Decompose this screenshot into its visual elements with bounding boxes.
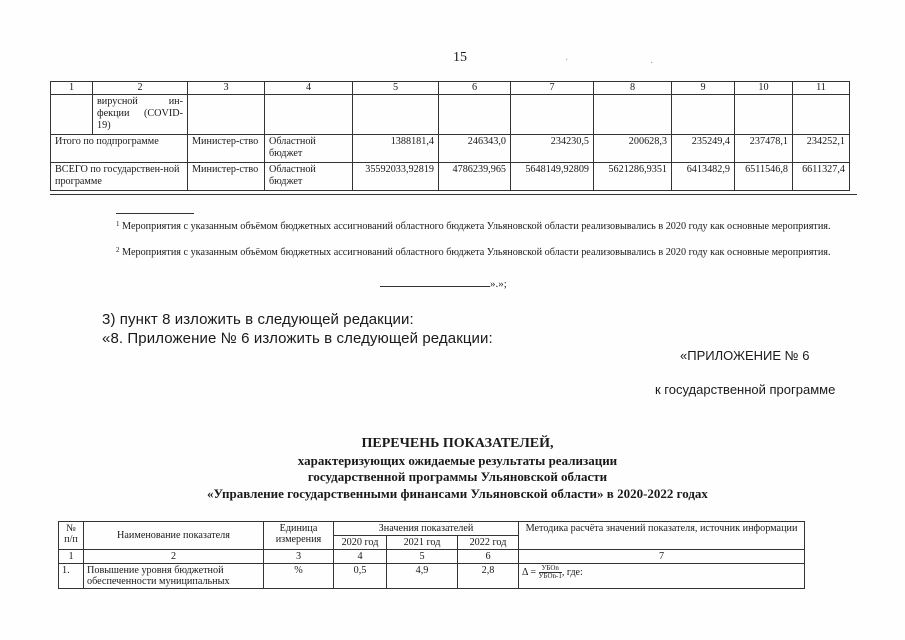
- table-cell: [353, 95, 439, 135]
- table-header-row: [59, 522, 805, 536]
- header-cell: Значения показателей: [334, 522, 519, 536]
- table-cell: 5648149,92809: [511, 163, 594, 191]
- table-cell: [793, 95, 850, 135]
- header-cell: 2020 год: [334, 536, 387, 550]
- table-row: [51, 135, 850, 163]
- footnote-mark: 1: [116, 220, 120, 228]
- header-cell: Наименование показателя: [84, 522, 264, 550]
- table-cell: 4,9: [387, 564, 458, 589]
- table-cell: Министер-ство: [188, 163, 265, 191]
- table-cell: 200628,3: [594, 135, 672, 163]
- formula-denominator: УБОn-1: [538, 572, 562, 580]
- table-cell: 2,8: [458, 564, 519, 589]
- table-row: [59, 564, 805, 589]
- header-cell: 1: [59, 550, 84, 564]
- header-cell: 10: [735, 82, 793, 95]
- table-cell: [188, 95, 265, 135]
- table-cell: Областной бюджет: [265, 135, 353, 163]
- footnote-separator: [116, 213, 194, 214]
- header-cell: 5: [387, 550, 458, 564]
- table-cell: [511, 95, 594, 135]
- scan-speck: ·: [650, 58, 654, 69]
- header-cell: 6: [458, 550, 519, 564]
- header-cell: 3: [188, 82, 265, 95]
- table-cell: [51, 95, 93, 135]
- table-cell: 237478,1: [735, 135, 793, 163]
- table-row: [51, 163, 850, 191]
- header-cell: 2022 год: [458, 536, 519, 550]
- table-cell: Областной бюджет: [265, 163, 353, 191]
- header-cell: 3: [264, 550, 334, 564]
- table-cell: 1388181,4: [353, 135, 439, 163]
- document-subtitle: характеризующих ожидаемые результаты реализации: [297, 453, 618, 468]
- header-cell: 5: [353, 82, 439, 95]
- formula-fraction: [539, 565, 562, 580]
- closing-quote: [380, 277, 507, 290]
- page-number: 15: [453, 50, 467, 65]
- table-cell: 6413482,9: [672, 163, 735, 191]
- header-cell: 9: [672, 82, 735, 95]
- table-cell: 234230,5: [511, 135, 594, 163]
- header-cell: 7: [511, 82, 594, 95]
- table-row: [51, 95, 850, 135]
- column-number-row: [59, 550, 805, 564]
- footnote-text: Мероприятия с указанным объёмом бюджетных ассигнований областного бюджета Ульяновской области реализовывались в 2020 году как основные мероприятия.: [122, 247, 831, 258]
- formula-cell: [519, 564, 805, 589]
- indicators-table: [58, 521, 805, 589]
- table-cell: Повышение уровня бюджетной обеспеченности муниципальных: [84, 564, 264, 589]
- paragraph-item-3: 3) пункт 8 изложить в следующей редакции:: [102, 311, 414, 328]
- paragraph-item-8: «8. Приложение № 6 изложить в следующей редакции:: [102, 330, 493, 347]
- table-cell: %: [264, 564, 334, 589]
- footnote-mark: 2: [116, 246, 120, 254]
- table-cell: 6511546,8: [735, 163, 793, 191]
- scan-speck: ·: [565, 55, 569, 66]
- formula-tail: , где:: [561, 566, 583, 578]
- header-cell: 8: [594, 82, 672, 95]
- table-cell: 246343,0: [439, 135, 511, 163]
- header-cell: № п/п: [59, 522, 84, 550]
- footnote-2: [60, 246, 855, 259]
- table-cell: 5621286,9351: [594, 163, 672, 191]
- appendix-label: «ПРИЛОЖЕНИЕ № 6: [680, 348, 810, 363]
- closing-quote-text: ».»;: [490, 278, 507, 290]
- budget-table: [50, 81, 850, 191]
- table-cell: 35592033,92819: [353, 163, 439, 191]
- footnote-1: [60, 220, 855, 233]
- table-cell: 234252,1: [793, 135, 850, 163]
- header-cell: 4: [265, 82, 353, 95]
- header-cell: Методика расчёта значений показателя, источник информации: [519, 522, 805, 550]
- table-cell: [735, 95, 793, 135]
- table-cell: 6611327,4: [793, 163, 850, 191]
- formula-numerator: УБОn: [539, 565, 562, 573]
- table-end-rule: [50, 194, 857, 195]
- appendix-subtitle: к государственной программе: [655, 382, 836, 397]
- header-cell: 7: [519, 550, 805, 564]
- table-header-row: [51, 82, 850, 95]
- document-subtitle: «Управление государственными финансами Ульяновской области» в 2020-2022 годах: [207, 486, 708, 501]
- table-cell: Министер-ство: [188, 135, 265, 163]
- table-cell: [594, 95, 672, 135]
- formula-lhs: Δ =: [522, 566, 537, 578]
- header-cell: 4: [334, 550, 387, 564]
- table-cell: 4786239,965: [439, 163, 511, 191]
- table-cell: 235249,4: [672, 135, 735, 163]
- footnote-text: Мероприятия с указанным объёмом бюджетных ассигнований областного бюджета Ульяновской области реализовывались в 2020 году как основные мероприятия.: [122, 221, 831, 232]
- document-title: ПЕРЕЧЕНЬ ПОКАЗАТЕЛЕЙ,: [361, 436, 554, 451]
- header-cell: 6: [439, 82, 511, 95]
- table-cell: Итого по подпрограмме: [51, 135, 188, 163]
- table-cell: 0,5: [334, 564, 387, 589]
- table-cell: [439, 95, 511, 135]
- table-cell: ВСЕГО по государствен-ной программе: [51, 163, 188, 191]
- table-cell: [672, 95, 735, 135]
- header-cell: 11: [793, 82, 850, 95]
- table-cell: 1.: [59, 564, 84, 589]
- header-cell: 1: [51, 82, 93, 95]
- header-cell: 2: [93, 82, 188, 95]
- header-cell: 2021 год: [387, 536, 458, 550]
- document-subtitle: государственной программы Ульяновской области: [307, 469, 608, 484]
- header-cell: 2: [84, 550, 264, 564]
- table-cell: [265, 95, 353, 135]
- header-cell: Единица измерения: [264, 522, 334, 550]
- table-cell: вирусной ин-фекции (COVID-19): [93, 95, 188, 135]
